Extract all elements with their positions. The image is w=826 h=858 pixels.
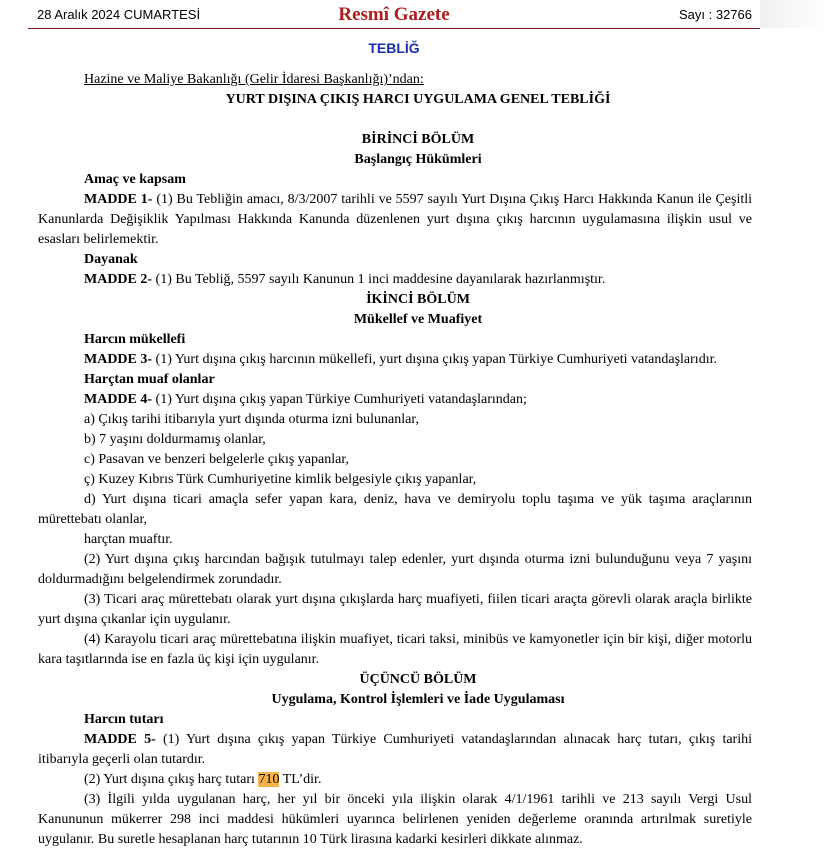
list-item: a) Çıkış tarihi itibarıyla yurt dışında oturma izni bulunanlar,	[84, 412, 419, 427]
list-item: c) Pasavan ve benzeri belgelerle çıkış yapanlar,	[84, 452, 349, 467]
section-2-title: İKİNCİ BÖLÜM	[366, 292, 470, 307]
gazette-header	[28, 0, 760, 29]
section-1-title: BİRİNCİ BÖLÜM	[361, 132, 475, 147]
article-4-paragraph-2: (2) Yurt dışına çıkış harcından bağışık tutulmayı talep edenler, yurt dışında oturma izni bulunduğunu veya 7 yaşını doldurmadığını belgelendirmek zorundadır.	[38, 552, 752, 587]
article-3-label: MADDE 3-	[84, 352, 153, 367]
exemption-clause: harçtan muaftır.	[84, 532, 173, 547]
article-3	[38, 350, 752, 370]
article-5-text: (1) Yurt dışına çıkış yapan Türkiye Cumhuriyeti vatandaşlarından alınacak harç tutarı, çıkış tarihi itibarıyla geçerli olan tutardır.	[38, 732, 752, 767]
section-3-title: ÜÇÜNCÜ BÖLÜM	[359, 672, 477, 687]
issuing-authority: Hazine ve Maliye Bakanlığı (Gelir İdaresi Başkanlığı)’ndan:	[84, 72, 424, 87]
article-5-paragraph-3: (3) İlgili yılda uygulanan harç, her yıl bir önceki yıla ilişkin olarak 4/1/1961 tarihli ve 213 sayılı Vergi Usul Kanununun mükerrer 298 inci maddesi hükümleri uyarınca belirlenen yeniden değerleme oranında artırılmak suretiyle uygulanır. Bu suretle hesaplanan harç tutarının 10 Türk lirasına kadarki kesirleri dikkate alınmaz.	[38, 792, 752, 847]
article-4-text: (1) Yurt dışına çıkış yapan Türkiye Cumhuriyeti vatandaşlarından;	[152, 392, 527, 407]
article-4-paragraph-4: (4) Karayolu ticari araç mürettebatına ilişkin muafiyet, ticari taksi, minibüs ve kamyonetler için bir kişi, diğer motorlu kara taşıtlarında ise en fazla üç kişi için uygulanır.	[38, 632, 752, 667]
list-item: d) Yurt dışına ticari amaçla sefer yapan kara, deniz, hava ve demiryolu toplu taşıma ve yük taşıma araçlarının mürettebatı olanlar,	[38, 492, 752, 527]
issue-date: 28 Aralık 2024 CUMARTESİ	[37, 7, 201, 22]
article-2-text: (1) Bu Tebliğ, 5597 sayılı Kanunun 1 inci maddesine dayanılarak hazırlanmıştır.	[152, 272, 606, 287]
spacer	[84, 110, 752, 130]
article-2	[38, 270, 752, 290]
article-1-text: (1) Bu Tebliğin amacı, 8/3/2007 tarihli ve 5597 sayılı Yurt Dışına Çıkış Harcı Hakkında Kanun ile Çeşitli Kanunlarda Değişiklik Yapılması Hakkında Kanunda düzenlenen yurt dışına çıkış harcının uygulamasına ilişkin usul ve esasları belirlemektir.	[38, 192, 753, 247]
issue-number: Sayı : 32766	[679, 7, 752, 22]
gazette-title: Resmî Gazete	[338, 4, 450, 25]
article-5-label: MADDE 5-	[84, 732, 156, 747]
section-2-subtitle: Mükellef ve Muafiyet	[353, 312, 483, 327]
document-body	[38, 70, 753, 850]
article-5-heading: Harcın tutarı	[84, 712, 164, 727]
fee-text-after: TL’dir.	[279, 772, 322, 787]
article-4	[38, 390, 752, 410]
article-1-label: MADDE 1-	[84, 192, 153, 207]
article-4-label: MADDE 4-	[84, 392, 153, 407]
document-title: YURT DIŞINA ÇIKIŞ HARCI UYGULAMA GENEL TEBLİĞİ	[225, 92, 611, 107]
fee-amount-highlight: 710	[258, 772, 280, 787]
article-5	[38, 730, 752, 770]
article-2-label: MADDE 2-	[84, 272, 153, 287]
article-2-heading: Dayanak	[84, 252, 138, 267]
section-1-subtitle: Başlangıç Hükümleri	[354, 152, 482, 167]
list-item: ç) Kuzey Kıbrıs Türk Cumhuriyetine kimlik belgesiyle çıkış yapanlar,	[84, 472, 477, 487]
list-item: b) 7 yaşını doldurmamış olanlar,	[84, 432, 266, 447]
article-1	[38, 190, 752, 250]
document-type: TEBLİĞ	[368, 40, 420, 56]
article-3-heading: Harcın mükellefi	[84, 332, 186, 347]
article-5-paragraph-2	[38, 770, 752, 790]
article-4-heading: Harçtan muaf olanlar	[84, 372, 215, 387]
section-3-subtitle: Uygulama, Kontrol İşlemleri ve İade Uygulaması	[271, 692, 565, 707]
fee-text-before: (2) Yurt dışına çıkış harç tutarı	[84, 772, 259, 787]
article-1-heading: Amaç ve kapsam	[84, 172, 186, 187]
article-4-paragraph-3: (3) Ticari araç mürettebatı olarak yurt dışına çıkışlarda harç muafiyeti, fiilen ticari araçta görevli olarak araçla birlikte yurt dışına çıkanlar için uygulanır.	[38, 592, 752, 627]
header-shade	[760, 0, 826, 28]
article-3-text: (1) Yurt dışına çıkış harcının mükellefi, yurt dışına çıkış yapan Türkiye Cumhuriyeti vatandaşlarıdır.	[152, 352, 717, 367]
